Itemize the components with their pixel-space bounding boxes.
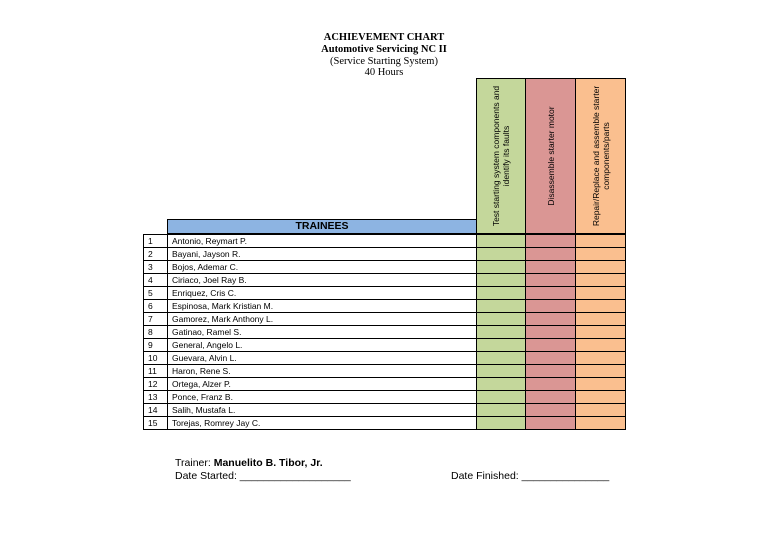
trainee-name: Ortega, Alzer P.	[167, 377, 477, 391]
column-header-label: Disassemble starter motor	[545, 106, 556, 206]
module-title: (Service Starting System)	[330, 56, 438, 67]
cell-test-components[interactable]	[476, 351, 526, 365]
column-header-label: Repair/Replace and assemble starter components/parts	[590, 85, 611, 227]
trainer-name: Manuelito B. Tibor, Jr.	[213, 457, 323, 469]
cell-disassemble[interactable]	[525, 338, 576, 352]
cell-test-components[interactable]	[476, 273, 526, 287]
cell-disassemble[interactable]	[525, 364, 576, 378]
cell-disassemble[interactable]	[525, 286, 576, 300]
duration: 40 Hours	[364, 67, 404, 78]
column-header-test-components	[476, 78, 526, 234]
row-number: 5	[143, 286, 168, 300]
table-row	[143, 234, 626, 247]
row-number: 13	[143, 390, 168, 404]
cell-disassemble[interactable]	[525, 377, 576, 391]
row-number: 6	[143, 299, 168, 313]
row-number: 11	[143, 364, 168, 378]
cell-repair-replace[interactable]	[575, 325, 626, 339]
cell-repair-replace[interactable]	[575, 312, 626, 326]
cell-test-components[interactable]	[476, 286, 526, 300]
cell-disassemble[interactable]	[525, 403, 576, 417]
date-finished-field: Date Finished: _______________	[451, 470, 610, 482]
cell-disassemble[interactable]	[525, 390, 576, 404]
cell-disassemble[interactable]	[525, 247, 576, 261]
row-number: 9	[143, 338, 168, 352]
trainee-name: Ciriaco, Joel Ray B.	[167, 273, 477, 287]
cell-test-components[interactable]	[476, 403, 526, 417]
cell-test-components[interactable]	[476, 325, 526, 339]
cell-repair-replace[interactable]	[575, 390, 626, 404]
cell-repair-replace[interactable]	[575, 416, 626, 430]
trainee-name: Espinosa, Mark Kristian M.	[167, 299, 477, 313]
trainee-name: Bojos, Ademar C.	[167, 260, 477, 274]
cell-test-components[interactable]	[476, 247, 526, 261]
trainee-name: Torejas, Romrey Jay C.	[167, 416, 477, 430]
row-number: 7	[143, 312, 168, 326]
cell-repair-replace[interactable]	[575, 403, 626, 417]
date-started-field: Date Started: ___________________	[175, 470, 351, 482]
trainee-name: Ponce, Franz B.	[167, 390, 477, 404]
cell-disassemble[interactable]	[525, 234, 576, 248]
row-number: 14	[143, 403, 168, 417]
cell-repair-replace[interactable]	[575, 299, 626, 313]
trainees-header: TRAINEES	[167, 219, 477, 234]
cell-repair-replace[interactable]	[575, 364, 626, 378]
table-row	[143, 312, 626, 325]
table-row	[143, 247, 626, 260]
row-number: 3	[143, 260, 168, 274]
table-row	[143, 390, 626, 403]
table-row	[143, 364, 626, 377]
trainee-name: Haron, Rene S.	[167, 364, 477, 378]
row-number: 15	[143, 416, 168, 430]
table-row	[143, 286, 626, 299]
cell-disassemble[interactable]	[525, 416, 576, 430]
cell-repair-replace[interactable]	[575, 377, 626, 391]
table-row	[143, 416, 626, 429]
cell-test-components[interactable]	[476, 364, 526, 378]
cell-test-components[interactable]	[476, 377, 526, 391]
trainer-line	[175, 457, 323, 470]
table-row	[143, 260, 626, 273]
cell-repair-replace[interactable]	[575, 351, 626, 365]
cell-disassemble[interactable]	[525, 351, 576, 365]
cell-repair-replace[interactable]	[575, 247, 626, 261]
trainee-name: Gamorez, Mark Anthony L.	[167, 312, 477, 326]
column-header-repair-replace	[575, 78, 626, 234]
trainee-name: Bayani, Jayson R.	[167, 247, 477, 261]
chart-title: ACHIEVEMENT CHART	[323, 32, 445, 43]
table-row	[143, 325, 626, 338]
cell-disassemble[interactable]	[525, 299, 576, 313]
cell-repair-replace[interactable]	[575, 338, 626, 352]
cell-test-components[interactable]	[476, 416, 526, 430]
cell-test-components[interactable]	[476, 234, 526, 248]
trainee-name: Antonio, Reymart P.	[167, 234, 477, 248]
table-row	[143, 338, 626, 351]
cell-repair-replace[interactable]	[575, 260, 626, 274]
row-number: 10	[143, 351, 168, 365]
cell-disassemble[interactable]	[525, 273, 576, 287]
table-row	[143, 351, 626, 364]
cell-test-components[interactable]	[476, 299, 526, 313]
table-row	[143, 377, 626, 390]
cell-disassemble[interactable]	[525, 325, 576, 339]
trainee-name: Salih, Mustafa L.	[167, 403, 477, 417]
table-row	[143, 403, 626, 416]
column-header-disassemble	[525, 78, 576, 234]
trainee-name: General, Angelo L.	[167, 338, 477, 352]
cell-test-components[interactable]	[476, 338, 526, 352]
cell-repair-replace[interactable]	[575, 234, 626, 248]
row-number: 12	[143, 377, 168, 391]
row-number: 4	[143, 273, 168, 287]
row-number: 2	[143, 247, 168, 261]
row-number: 8	[143, 325, 168, 339]
cell-disassemble[interactable]	[525, 312, 576, 326]
table-row	[143, 273, 626, 286]
column-header-label: Test starting system components and identify its faults	[491, 85, 511, 227]
cell-test-components[interactable]	[476, 312, 526, 326]
cell-test-components[interactable]	[476, 260, 526, 274]
cell-disassemble[interactable]	[525, 260, 576, 274]
cell-repair-replace[interactable]	[575, 286, 626, 300]
row-number: 1	[143, 234, 168, 248]
trainee-name: Enriquez, Cris C.	[167, 286, 477, 300]
cell-repair-replace[interactable]	[575, 273, 626, 287]
table-row	[143, 299, 626, 312]
trainee-name: Guevara, Alvin L.	[167, 351, 477, 365]
course-title: Automotive Servicing NC II	[321, 44, 447, 55]
cell-test-components[interactable]	[476, 390, 526, 404]
trainee-name: Gatinao, Ramel S.	[167, 325, 477, 339]
trainer-label: Trainer:	[175, 457, 214, 469]
